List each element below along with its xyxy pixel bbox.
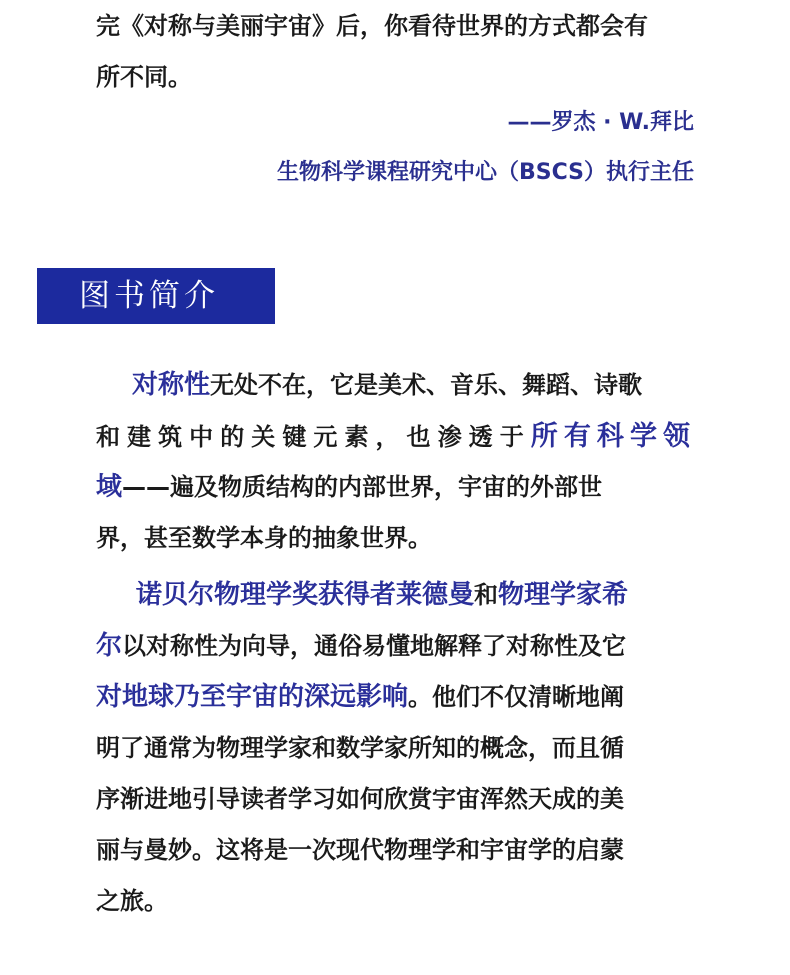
paragraph-line [96, 621, 694, 672]
paragraph-line [96, 570, 694, 621]
paragraph-line: 序渐进地引导读者学习如何欣赏宇宙浑然天成的美 [96, 785, 624, 813]
paragraph-text: 和 [474, 581, 499, 609]
paragraph-text: 和建筑中的关键元素，也渗透于 [96, 423, 531, 451]
highlight-impact: 对地球乃至宇宙的深远影响 [96, 682, 409, 712]
paragraph-line [96, 411, 694, 462]
highlight-hill: 物理学家希 [498, 580, 629, 610]
paragraph-line [96, 360, 694, 411]
quote-author: ——罗杰 · W.拜比 [507, 110, 694, 135]
intro-paragraph-2 [96, 570, 694, 927]
paragraph-line: 明了通常为物理学家和数学家所知的概念，而且循 [96, 734, 624, 762]
section-title-banner [37, 268, 275, 324]
highlight-lederman: 诺贝尔物理学奖获得者莱德曼 [136, 580, 475, 610]
paragraph-line: 之旅。 [96, 887, 168, 915]
paragraph-text: 。他们不仅清晰地阐 [408, 683, 625, 711]
quote-line: 所不同。 [96, 63, 192, 91]
section-title: 图书简介 [79, 278, 219, 314]
paragraph-line [96, 513, 694, 564]
endorsement-quote-tail [96, 0, 696, 102]
paragraph-line [96, 462, 694, 513]
intro-paragraph-1 [96, 360, 694, 564]
paragraph-text: 以对称性为向导，通俗易懂地解释了对称性及它 [122, 632, 627, 660]
highlight-symmetry: 对称性 [132, 370, 211, 400]
paragraph-text: ——遍及物质结构的内部世界，宇宙的外部世 [122, 473, 603, 501]
highlight-all-sciences: 所有科学领 [530, 421, 694, 452]
highlight-hill-end: 尔 [96, 631, 123, 661]
paragraph-line [96, 672, 694, 723]
paragraph-line: 丽与曼妙。这将是一次现代物理学和宇宙学的启蒙 [96, 836, 624, 864]
paragraph-text: 无处不在，它是美术、音乐、舞蹈、诗歌 [210, 371, 643, 399]
quote-line: 完《对称与美丽宇宙》后，你看待世界的方式都会有 [96, 12, 648, 40]
paragraph-text: 界，甚至数学本身的抽象世界。 [96, 524, 432, 552]
highlight-all-sciences-end: 域 [96, 472, 123, 502]
quote-author-org: 生物科学课程研究中心（BSCS）执行主任 [276, 160, 694, 185]
